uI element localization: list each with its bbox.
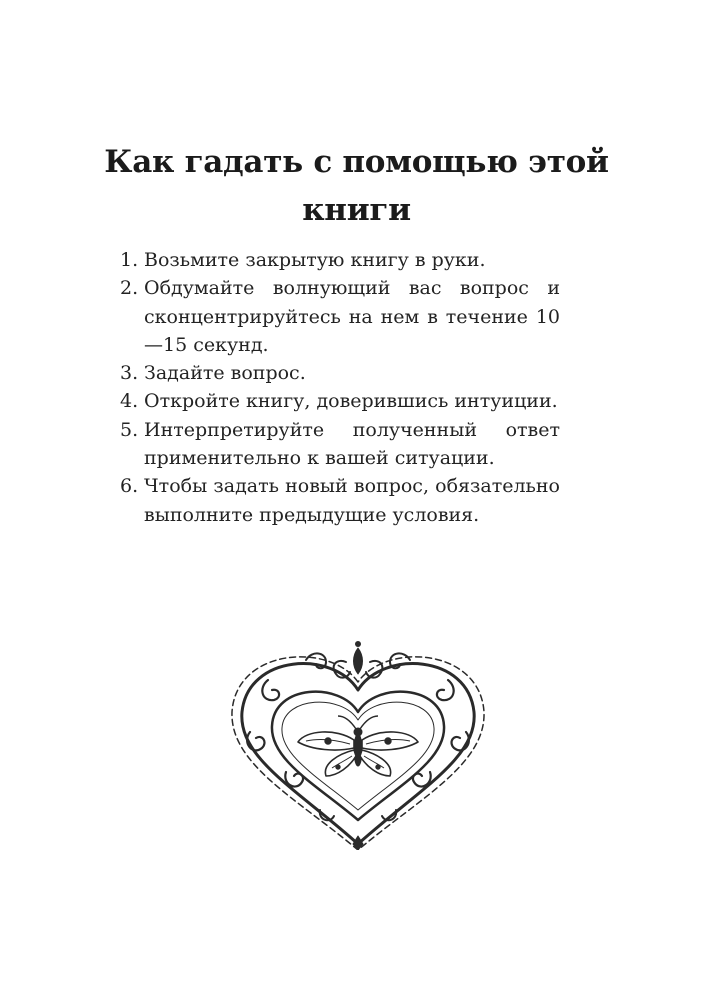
list-item xyxy=(120,246,560,274)
step-text: Возьмите закрытую книгу в руки. xyxy=(144,249,486,271)
step-number: 4. xyxy=(120,390,139,413)
step-number: 6. xyxy=(120,475,139,498)
instructions-list xyxy=(120,246,560,529)
list-item xyxy=(120,472,560,529)
step-text: Откройте книгу, доверившись интуиции. xyxy=(144,390,558,413)
list-item xyxy=(120,416,560,473)
step-text: Задайте вопрос. xyxy=(144,362,306,385)
step-number: 3. xyxy=(120,362,139,385)
step-number: 2. xyxy=(120,277,139,300)
list-item xyxy=(120,274,560,359)
step-text: Обдумайте волнующий вас вопрос и сконцентрируйтесь на нем в течение 10—15 секунд. xyxy=(144,277,560,356)
step-number: 1. xyxy=(120,249,139,271)
step-text: Чтобы задать новый вопрос, обязательно выполните предыдущие условия. xyxy=(144,475,560,526)
moth-icon xyxy=(298,716,418,776)
list-item xyxy=(120,387,560,415)
page-title: Как гадать с помощью этой книги xyxy=(104,144,609,228)
step-number: 5. xyxy=(120,418,139,441)
list-item xyxy=(120,359,560,387)
heart-frame-icon xyxy=(228,640,488,850)
step-text: Интерпретируйте полученный ответ применительно к вашей ситуации. xyxy=(144,418,560,470)
